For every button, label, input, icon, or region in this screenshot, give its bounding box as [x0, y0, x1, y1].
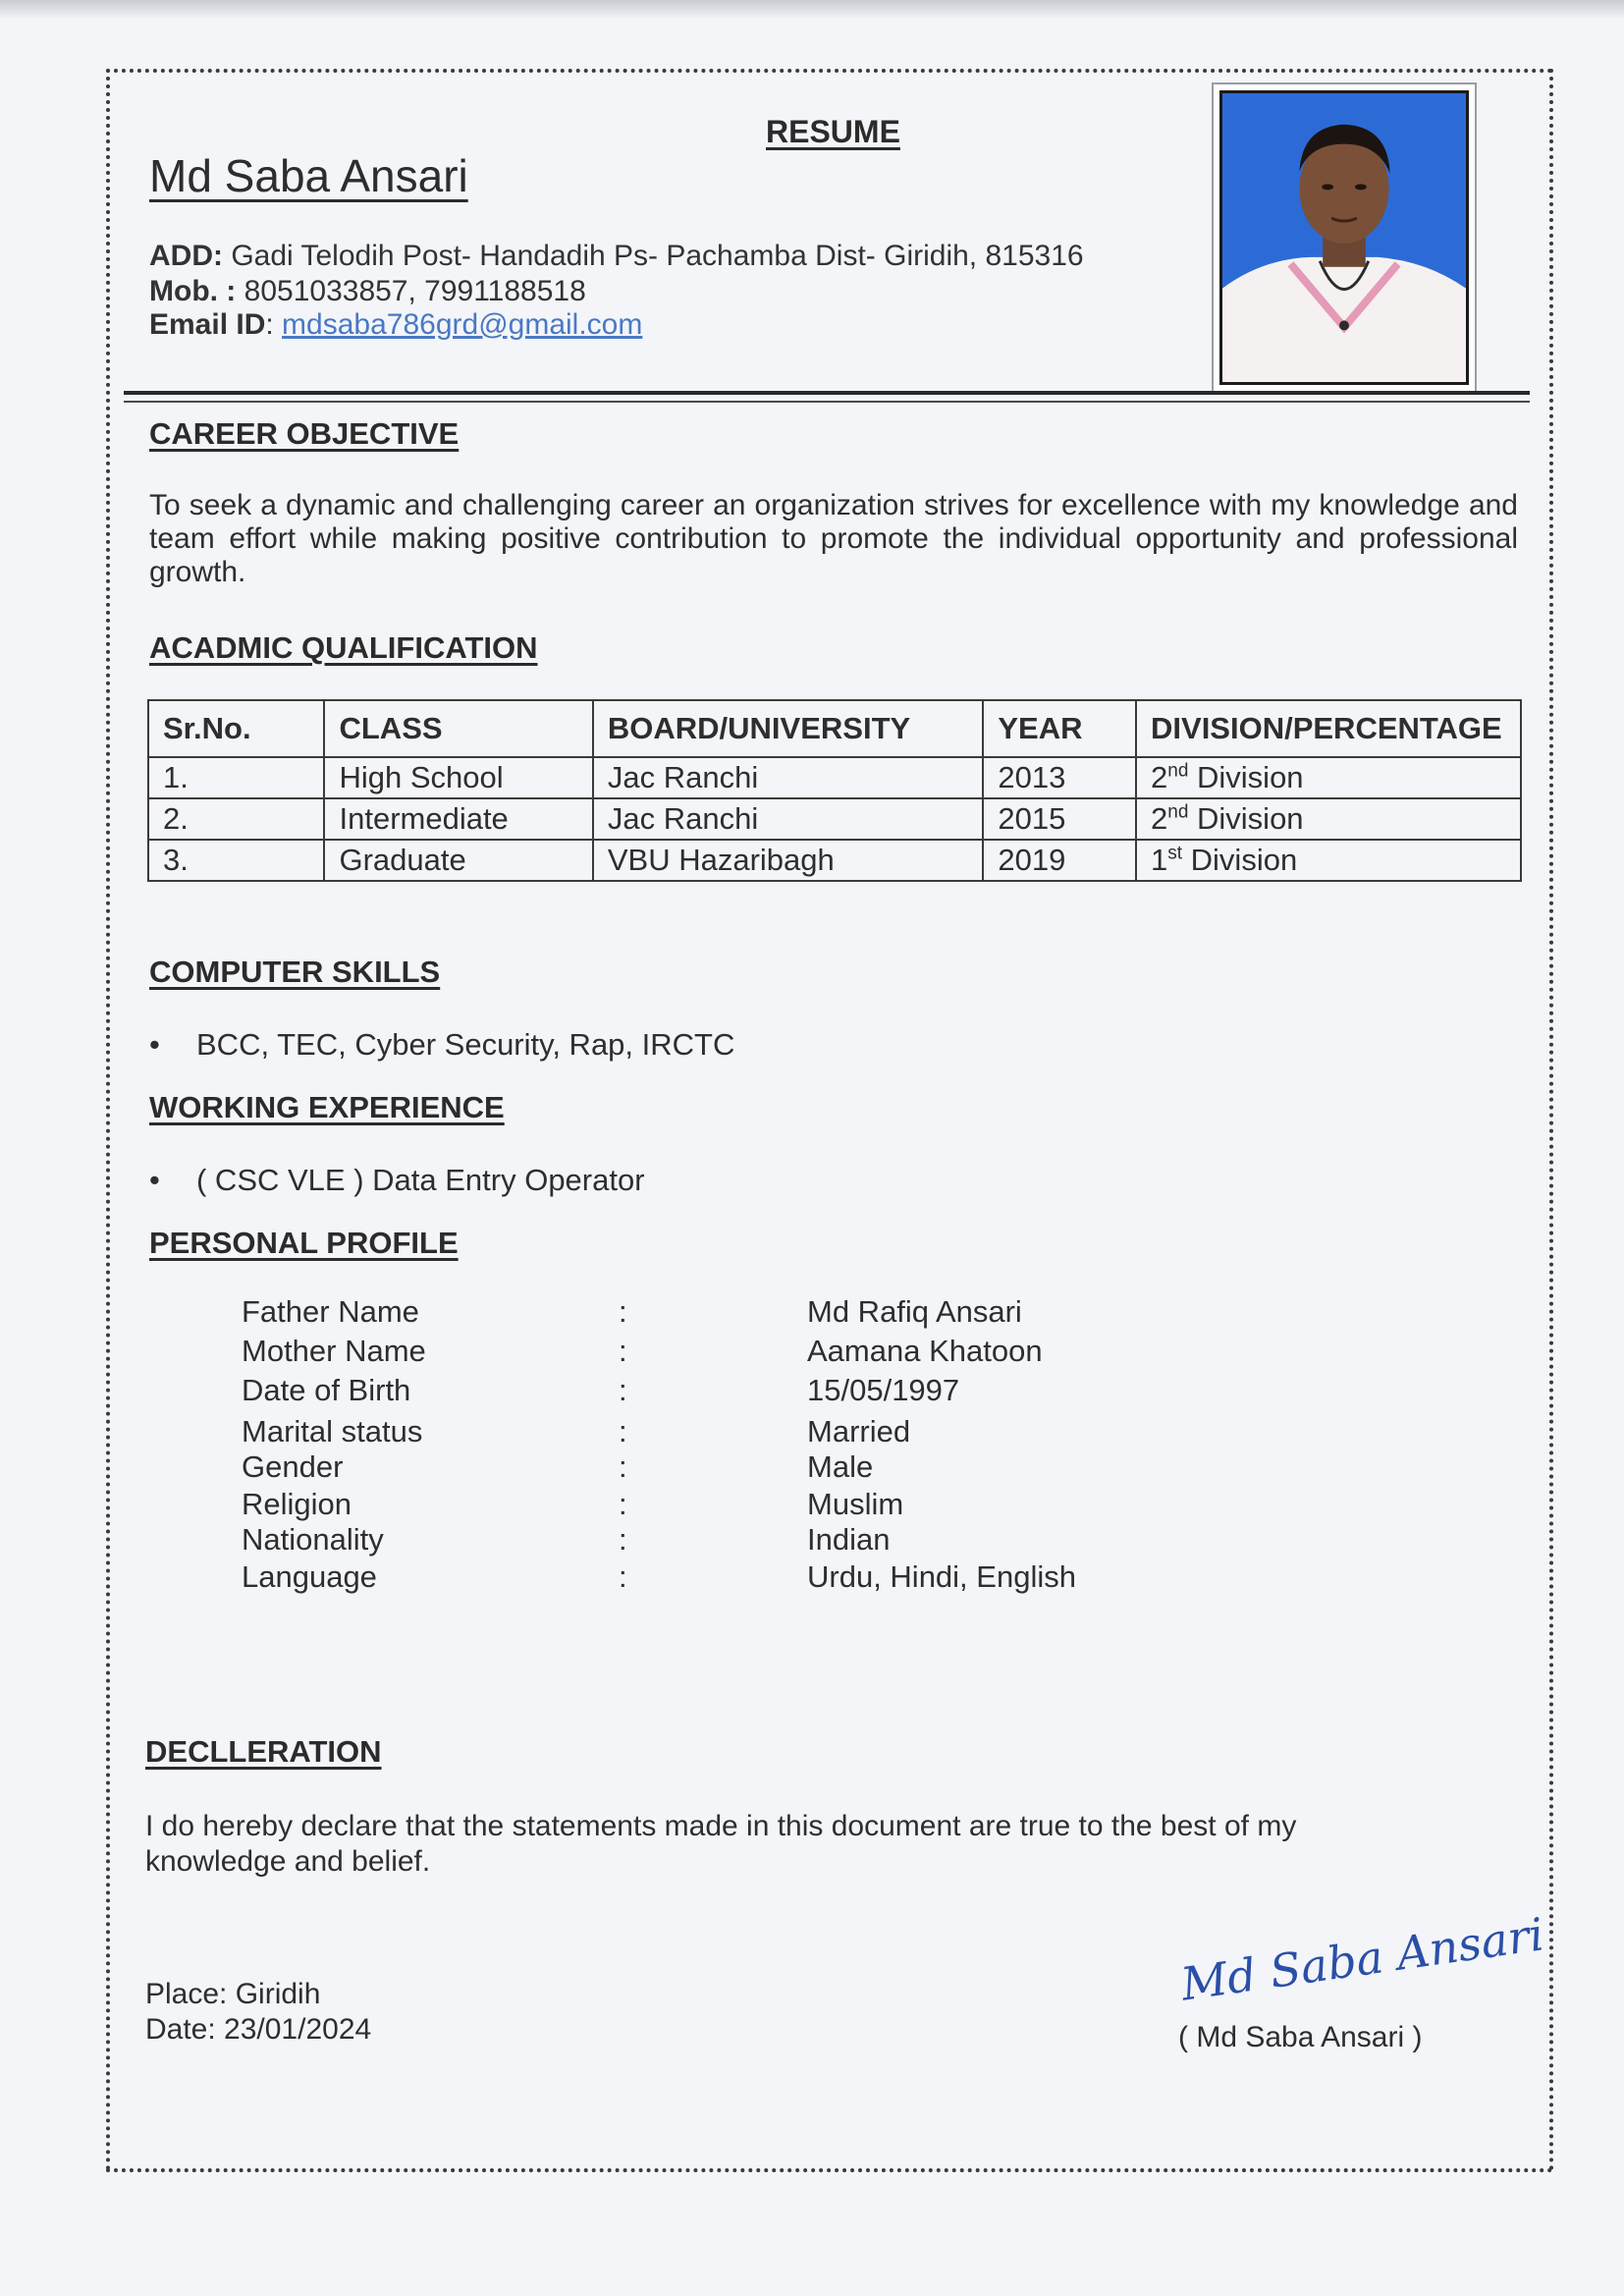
profile-value: 15/05/1997	[807, 1373, 960, 1407]
division-text: Division	[1188, 760, 1304, 794]
list-item	[149, 1027, 735, 1063]
computer-skills-heading: COMPUTER SKILLS	[149, 955, 441, 989]
mobile-value: 8051033857, 7991188518	[236, 275, 586, 307]
header-divider-thick	[124, 391, 1530, 395]
profile-label: Date of Birth	[242, 1373, 411, 1407]
scan-edge	[0, 0, 1624, 18]
email-line	[149, 308, 642, 342]
profile-label: Nationality	[242, 1522, 384, 1557]
profile-separator: :	[619, 1373, 627, 1407]
skill-text: BCC, TEC, Cyber Security, Rap, IRCTC	[196, 1027, 735, 1062]
email-separator: :	[265, 308, 283, 341]
profile-label: Language	[242, 1559, 377, 1594]
portrait-image	[1222, 93, 1466, 382]
qualification-heading: ACADMIC QUALIFICATION	[149, 630, 538, 665]
profile-separator: :	[619, 1414, 627, 1449]
table-cell-class: Intermediate	[324, 798, 592, 840]
bullet-icon: •	[149, 1163, 160, 1197]
profile-separator: :	[619, 1487, 627, 1521]
profile-label: Religion	[242, 1487, 352, 1521]
table-cell-year: 2013	[983, 757, 1136, 798]
division-suffix: st	[1167, 843, 1183, 864]
declaration-heading: DECLLERATION	[145, 1734, 382, 1769]
column-header: YEAR	[983, 700, 1136, 757]
table-cell-board: Jac Ranchi	[593, 798, 983, 840]
profile-label: Marital status	[242, 1414, 423, 1449]
header-divider-thin	[124, 401, 1530, 403]
address-label: ADD:	[149, 240, 223, 272]
address-line	[149, 240, 1084, 273]
profile-separator: :	[619, 1522, 627, 1557]
table-cell-division	[1136, 840, 1521, 881]
division-suffix: nd	[1167, 760, 1189, 782]
division-suffix: nd	[1167, 801, 1189, 823]
profile-label: Father Name	[242, 1294, 419, 1329]
division-number: 2	[1151, 801, 1168, 836]
column-header: BOARD/UNIVERSITY	[593, 700, 983, 757]
handwritten-signature	[1174, 1905, 1547, 2013]
date-line: Date: 23/01/2024	[145, 2013, 372, 2046]
column-header: DIVISION/PERCENTAGE	[1136, 700, 1521, 757]
photo-frame	[1212, 82, 1477, 393]
profile-value: Aamana Khatoon	[807, 1334, 1043, 1368]
table-cell-srno: 1.	[148, 757, 324, 798]
personal-profile-heading: PERSONAL PROFILE	[149, 1226, 459, 1260]
email-link[interactable]: mdsaba786grd@gmail.com	[282, 308, 643, 341]
address-value: Gadi Telodih Post- Handadih Ps- Pachamba Dist- Giridih, 815316	[223, 240, 1084, 272]
table-cell-year: 2015	[983, 798, 1136, 840]
profile-value: Md Rafiq Ansari	[807, 1294, 1022, 1329]
career-objective-heading: CAREER OBJECTIVE	[149, 416, 460, 451]
profile-value: Indian	[807, 1522, 891, 1557]
career-objective-text: To seek a dynamic and challenging career an organization strives for excellence with my knowledge and team effort while making positive contribution to promote the individual opportunity and professional growth.	[149, 489, 1518, 588]
profile-value: Male	[807, 1449, 874, 1484]
table-row	[148, 798, 1521, 840]
column-header: CLASS	[324, 700, 592, 757]
profile-label: Gender	[242, 1449, 344, 1484]
experience-text: ( CSC VLE ) Data Entry Operator	[196, 1163, 645, 1197]
document-title: RESUME	[766, 114, 900, 149]
table-cell-class: Graduate	[324, 840, 592, 881]
table-cell-srno: 3.	[148, 840, 324, 881]
applicant-name: Md Saba Ansari	[149, 150, 468, 201]
profile-value: Muslim	[807, 1487, 904, 1521]
table-cell-board: Jac Ranchi	[593, 757, 983, 798]
qualification-table	[147, 699, 1522, 882]
division-text: Division	[1182, 843, 1298, 877]
profile-separator: :	[619, 1294, 627, 1329]
column-header: Sr.No.	[148, 700, 324, 757]
working-experience-heading: WORKING EXPERIENCE	[149, 1090, 505, 1124]
table-header-row	[148, 700, 1521, 757]
mobile-line	[149, 275, 586, 308]
division-number: 2	[1151, 760, 1168, 794]
profile-label: Mother Name	[242, 1334, 426, 1368]
email-label: Email ID	[149, 308, 266, 341]
table-cell-board: VBU Hazaribagh	[593, 840, 983, 881]
profile-separator: :	[619, 1449, 627, 1484]
table-cell-srno: 2.	[148, 798, 324, 840]
profile-value: Married	[807, 1414, 911, 1449]
table-cell-year: 2019	[983, 840, 1136, 881]
division-number: 1	[1151, 843, 1168, 877]
profile-separator: :	[619, 1334, 627, 1368]
profile-separator: :	[619, 1559, 627, 1594]
table-cell-division	[1136, 798, 1521, 840]
declaration-text: I do hereby declare that the statements made in this document are true to the best of my knowledge and belief.	[145, 1810, 1297, 1878]
mobile-label: Mob. :	[149, 275, 237, 307]
table-row	[148, 757, 1521, 798]
place-line: Place: Giridih	[145, 1978, 321, 2010]
bullet-icon: •	[149, 1027, 160, 1062]
signature-text: Md Saba Ansari	[1177, 1907, 1547, 2011]
table-row	[148, 840, 1521, 881]
division-text: Division	[1188, 801, 1304, 836]
signed-name: ( Md Saba Ansari )	[1178, 2021, 1423, 2053]
table-cell-division	[1136, 757, 1521, 798]
table-cell-class: High School	[324, 757, 592, 798]
profile-photo	[1219, 90, 1469, 385]
profile-value: Urdu, Hindi, English	[807, 1559, 1076, 1594]
list-item	[149, 1163, 645, 1198]
